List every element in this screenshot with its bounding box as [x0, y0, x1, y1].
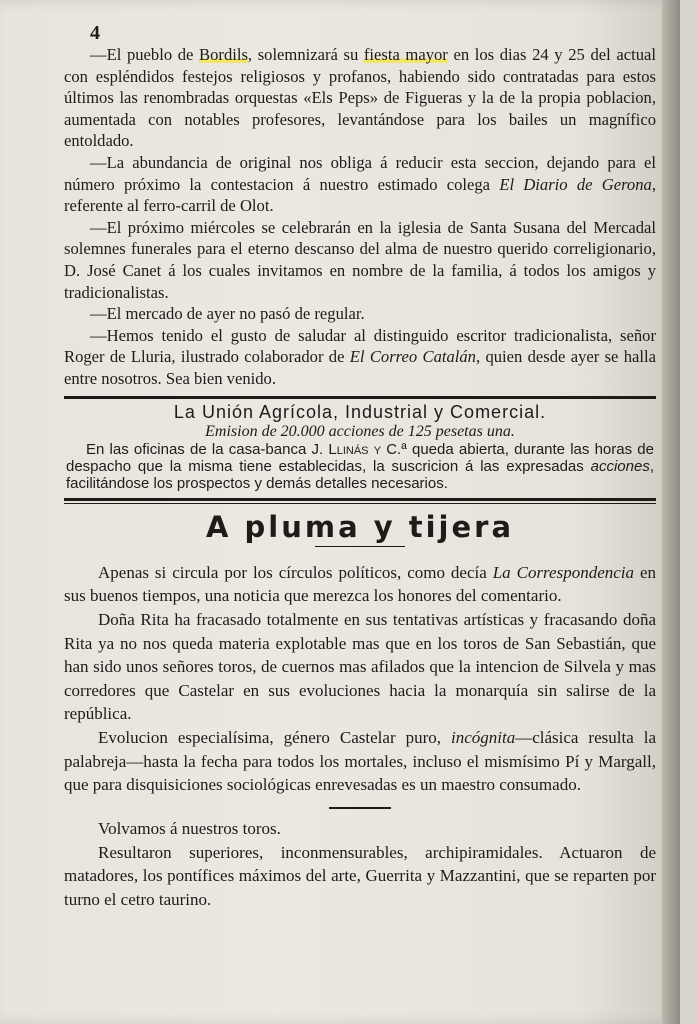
column-paragraph: Apenas si circula por los círculos políticos, como decía La Correspondencia en sus buenos tiempos, una noticia que merezca los honores del comentario.: [64, 562, 657, 605]
page-edge-shadow: [662, 0, 680, 1024]
ad-title: La Unión Agrícola, Industrial y Comercial.: [173, 401, 547, 422]
news-item-mercado: —El mercado de ayer no pasó de regular.: [90, 304, 365, 324]
ad-body: En las oficinas de la casa-banca J. Llinás y C.ª queda abierta, durante las horas de despacho que la misma tiene establecidas, la suscricion á las expresadas acciones, facilitándose los prospectos y demás detalles necesarios.: [66, 440, 654, 492]
news-section: [64, 44, 656, 390]
divider-rule: [64, 396, 656, 399]
column-paragraph: Resultaron superiores, inconmensurables, archipiramidales. Actuaron de matadores, los pontífices máximos del arte, Guerrita y Mazzantini, que se reparten por turno el cetro taurino.: [64, 842, 656, 909]
highlight-bordils: Bordils: [199, 45, 248, 64]
column-text: [64, 561, 656, 912]
ad-subtitle: Emision de 20.000 acciones de 125 pesetas una.: [205, 422, 515, 440]
highlight-fiesta-mayor: fiesta mayor: [363, 45, 448, 64]
page-content: [64, 44, 656, 912]
advertisement: [64, 401, 656, 492]
section-title: A pluma y tijera: [205, 509, 515, 544]
news-item-funerales: —El próximo miércoles se celebrarán en la iglesia de Santa Susana del Mercadal solemnes funerales para el eterno descanso del alma de nuestro querido correligionario, D. José Canet á los cuales invitamos en nombre de la familia, á todos los amigos y tradicionalistas.: [64, 217, 656, 302]
news-item-bordils: —El pueblo de Bordils, solemnizará su fiesta mayor en los dias 24 y 25 del actual con espléndidos festejos religiosos y profanos, habiendo sido contratadas para estos últimos las renombradas orquestas «Els Peps» de Figueras y la de la propia poblacion, aumentada con notables profesores, levantándose para los bailes un magnífico entoldado.: [64, 45, 656, 151]
paragraph-separator: [329, 807, 391, 809]
column-paragraph: Doña Rita ha fracasado totalmente en sus tentativas artísticas y fracasando doña Rita ya no nos queda materia explotable mas que en los toros de San Sebastián, que han sido unos señores toros, de cuernos mas afilados que la intencion de Silvela y mas corredores que Castelar en sus evoluciones hacia la monarquía sin salirse de la república.: [64, 610, 656, 723]
news-item-lluria: —Hemos tenido el gusto de saludar al distinguido escritor tradicionalista, señor Roger de Lluria, ilustrado colaborador de El Correo Catalán, quien desde ayer se halla entre nosotros. Sea bien venido.: [64, 325, 656, 388]
title-underline: [315, 546, 405, 547]
page-number: 4: [90, 22, 100, 44]
column-paragraph: Evolucion especialísima, género Castelar puro, incógnita—clásica resulta la palabreja—hasta la fecha para todos los mortales, incluso el mismísimo Pí y Margall, que para disquisiciones sociológicas enrevesadas es un maestro consumado.: [64, 728, 656, 795]
section-divider: [64, 498, 656, 504]
column-paragraph: Volvamos á nuestros toros.: [98, 818, 281, 838]
news-item-original: —La abundancia de original nos obliga á reducir esta seccion, dejando para el número próximo la contestacion á nuestro estimado colega El Diario de Gerona, referente al ferro-carril de Olot.: [64, 152, 656, 216]
